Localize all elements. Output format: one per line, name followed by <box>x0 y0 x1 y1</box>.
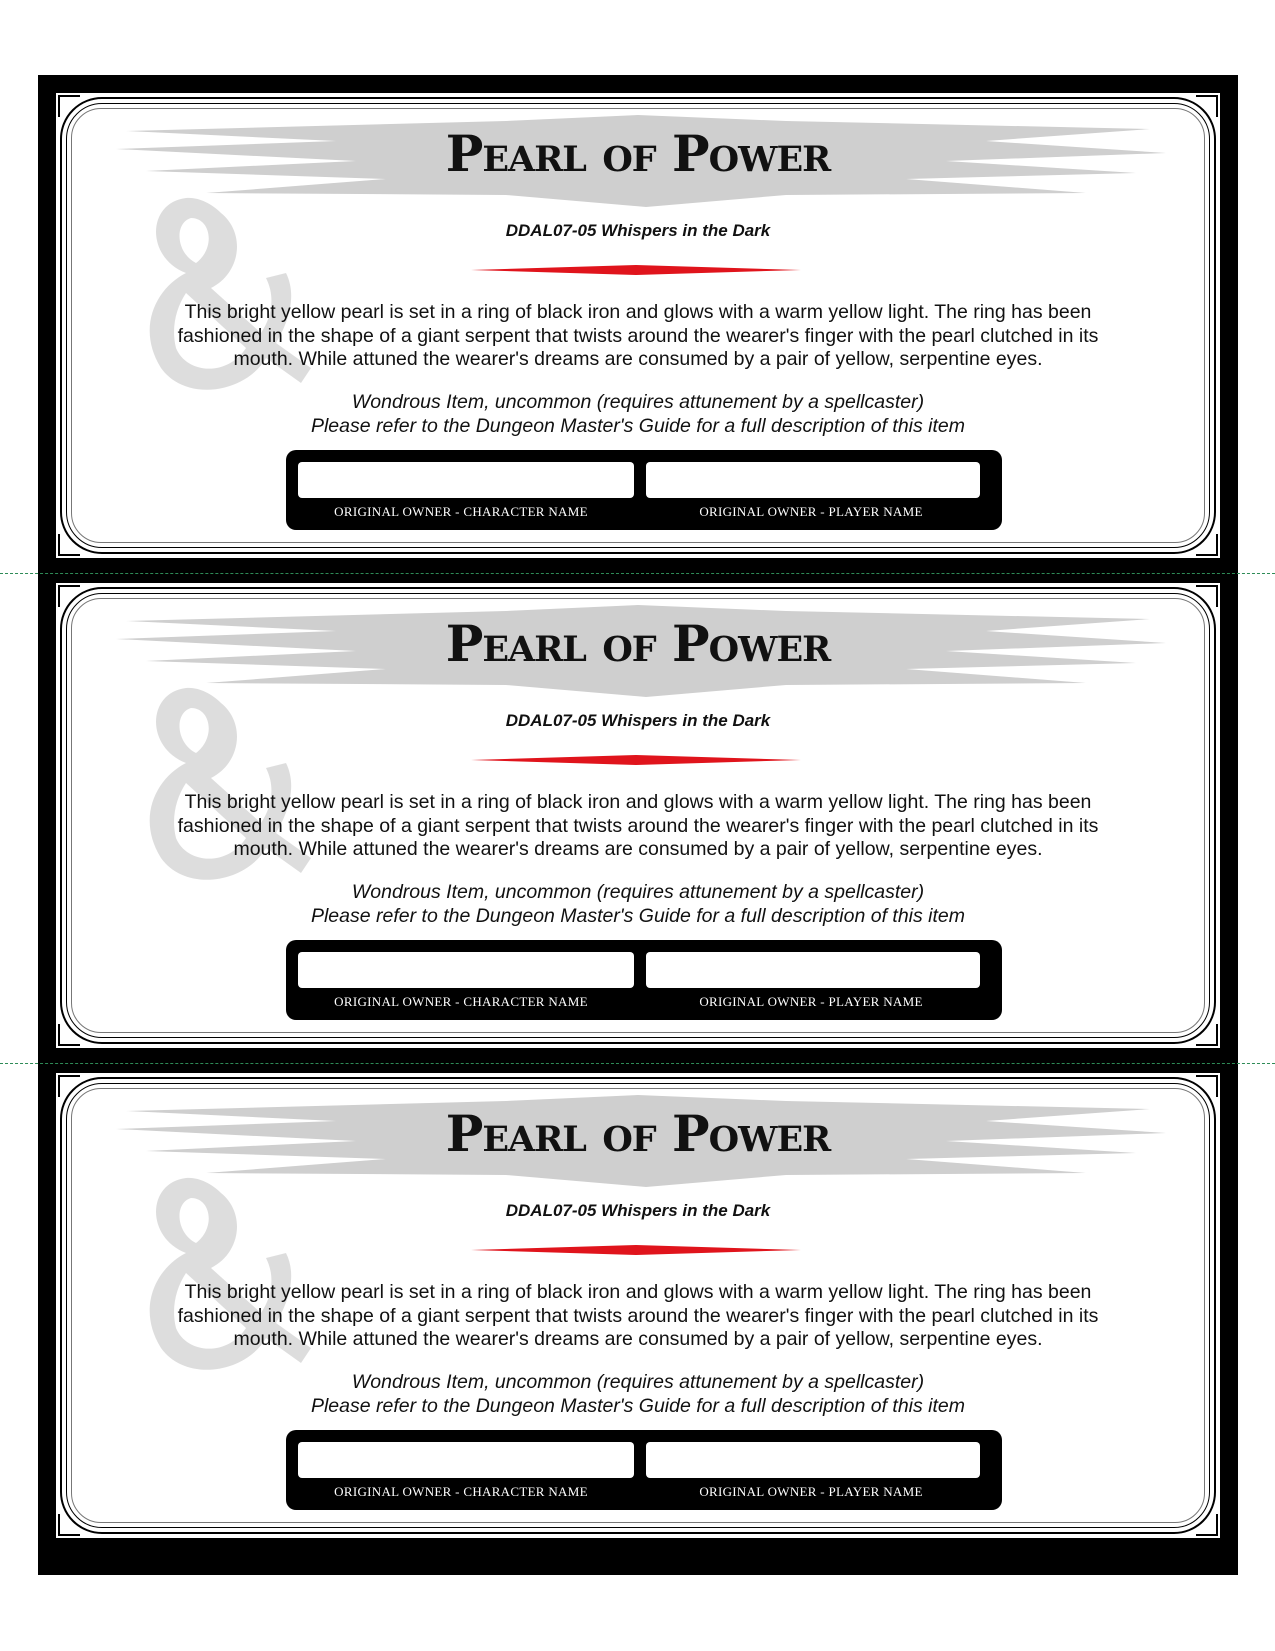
red-divider <box>471 263 801 277</box>
ampersand-dragon-watermark-icon <box>116 178 316 408</box>
item-rules <box>56 881 1220 928</box>
corner-ornament <box>1196 95 1218 117</box>
item-title: Pearl of Power <box>445 614 831 673</box>
character-name-field[interactable] <box>298 462 634 498</box>
owner-fields <box>286 1430 1002 1510</box>
cut-line <box>0 1063 1275 1064</box>
adventure-code: DDAL07-05 Whispers in the Dark <box>505 1201 771 1220</box>
item-rules <box>56 1371 1220 1418</box>
certificate-sheet <box>38 75 1238 1575</box>
item-reference: Please refer to the Dungeon Master's Guide for a full description of this item <box>310 1394 966 1417</box>
player-name-label: ORIGINAL OWNER - PLAYER NAME <box>699 994 923 1009</box>
corner-ornament <box>58 585 80 607</box>
corner-ornament <box>58 1514 80 1536</box>
corner-ornament <box>1196 1075 1218 1097</box>
corner-ornament <box>58 1075 80 1097</box>
ampersand-dragon-watermark-icon <box>116 1158 316 1388</box>
owner-fields <box>286 940 1002 1020</box>
corner-ornament <box>1196 1024 1218 1046</box>
player-name-field[interactable] <box>646 952 980 988</box>
red-divider <box>471 753 801 767</box>
item-type: Wondrous Item, uncommon (requires attunement by a spellcaster) <box>351 391 925 413</box>
adventure-code: DDAL07-05 Whispers in the Dark <box>505 221 771 240</box>
player-name-field[interactable] <box>646 1442 980 1478</box>
certificate-card <box>56 1073 1220 1538</box>
corner-ornament <box>1196 534 1218 556</box>
player-name-label: ORIGINAL OWNER - PLAYER NAME <box>699 1484 923 1499</box>
item-description: This bright yellow pearl is set in a ring of black iron and glows with a warm yellow light. The ring has been fashioned in the shape of a giant serpent that twists around the wearer's finger with the pearl clutched in its mouth. While attuned the wearer's dreams are consumed by a pair of yellow, serpentine eyes. <box>177 791 1099 860</box>
item-reference: Please refer to the Dungeon Master's Guide for a full description of this item <box>310 414 966 437</box>
item-rules <box>56 391 1220 438</box>
character-name-field[interactable] <box>298 1442 634 1478</box>
adventure-code: DDAL07-05 Whispers in the Dark <box>505 711 771 730</box>
player-name-label: ORIGINAL OWNER - PLAYER NAME <box>699 504 923 519</box>
item-type: Wondrous Item, uncommon (requires attunement by a spellcaster) <box>351 1371 925 1393</box>
item-description: This bright yellow pearl is set in a ring of black iron and glows with a warm yellow light. The ring has been fashioned in the shape of a giant serpent that twists around the wearer's finger with the pearl clutched in its mouth. While attuned the wearer's dreams are consumed by a pair of yellow, serpentine eyes. <box>177 301 1099 370</box>
owner-fields <box>286 450 1002 530</box>
certificate-card <box>56 93 1220 558</box>
cut-line <box>0 573 1275 574</box>
corner-ornament <box>58 95 80 117</box>
character-name-field[interactable] <box>298 952 634 988</box>
item-title: Pearl of Power <box>445 124 831 183</box>
character-name-label: ORIGINAL OWNER - CHARACTER NAME <box>334 994 588 1009</box>
character-name-label: ORIGINAL OWNER - CHARACTER NAME <box>334 1484 588 1499</box>
ampersand-dragon-watermark-icon <box>116 668 316 898</box>
item-type: Wondrous Item, uncommon (requires attunement by a spellcaster) <box>351 881 925 903</box>
item-description: This bright yellow pearl is set in a ring of black iron and glows with a warm yellow light. The ring has been fashioned in the shape of a giant serpent that twists around the wearer's finger with the pearl clutched in its mouth. While attuned the wearer's dreams are consumed by a pair of yellow, serpentine eyes. <box>177 1281 1099 1350</box>
item-title: Pearl of Power <box>445 1104 831 1163</box>
item-reference: Please refer to the Dungeon Master's Guide for a full description of this item <box>310 904 966 927</box>
character-name-label: ORIGINAL OWNER - CHARACTER NAME <box>334 504 588 519</box>
corner-ornament <box>1196 1514 1218 1536</box>
corner-ornament <box>58 1024 80 1046</box>
red-divider <box>471 1243 801 1257</box>
corner-ornament <box>1196 585 1218 607</box>
player-name-field[interactable] <box>646 462 980 498</box>
corner-ornament <box>58 534 80 556</box>
certificate-card <box>56 583 1220 1048</box>
